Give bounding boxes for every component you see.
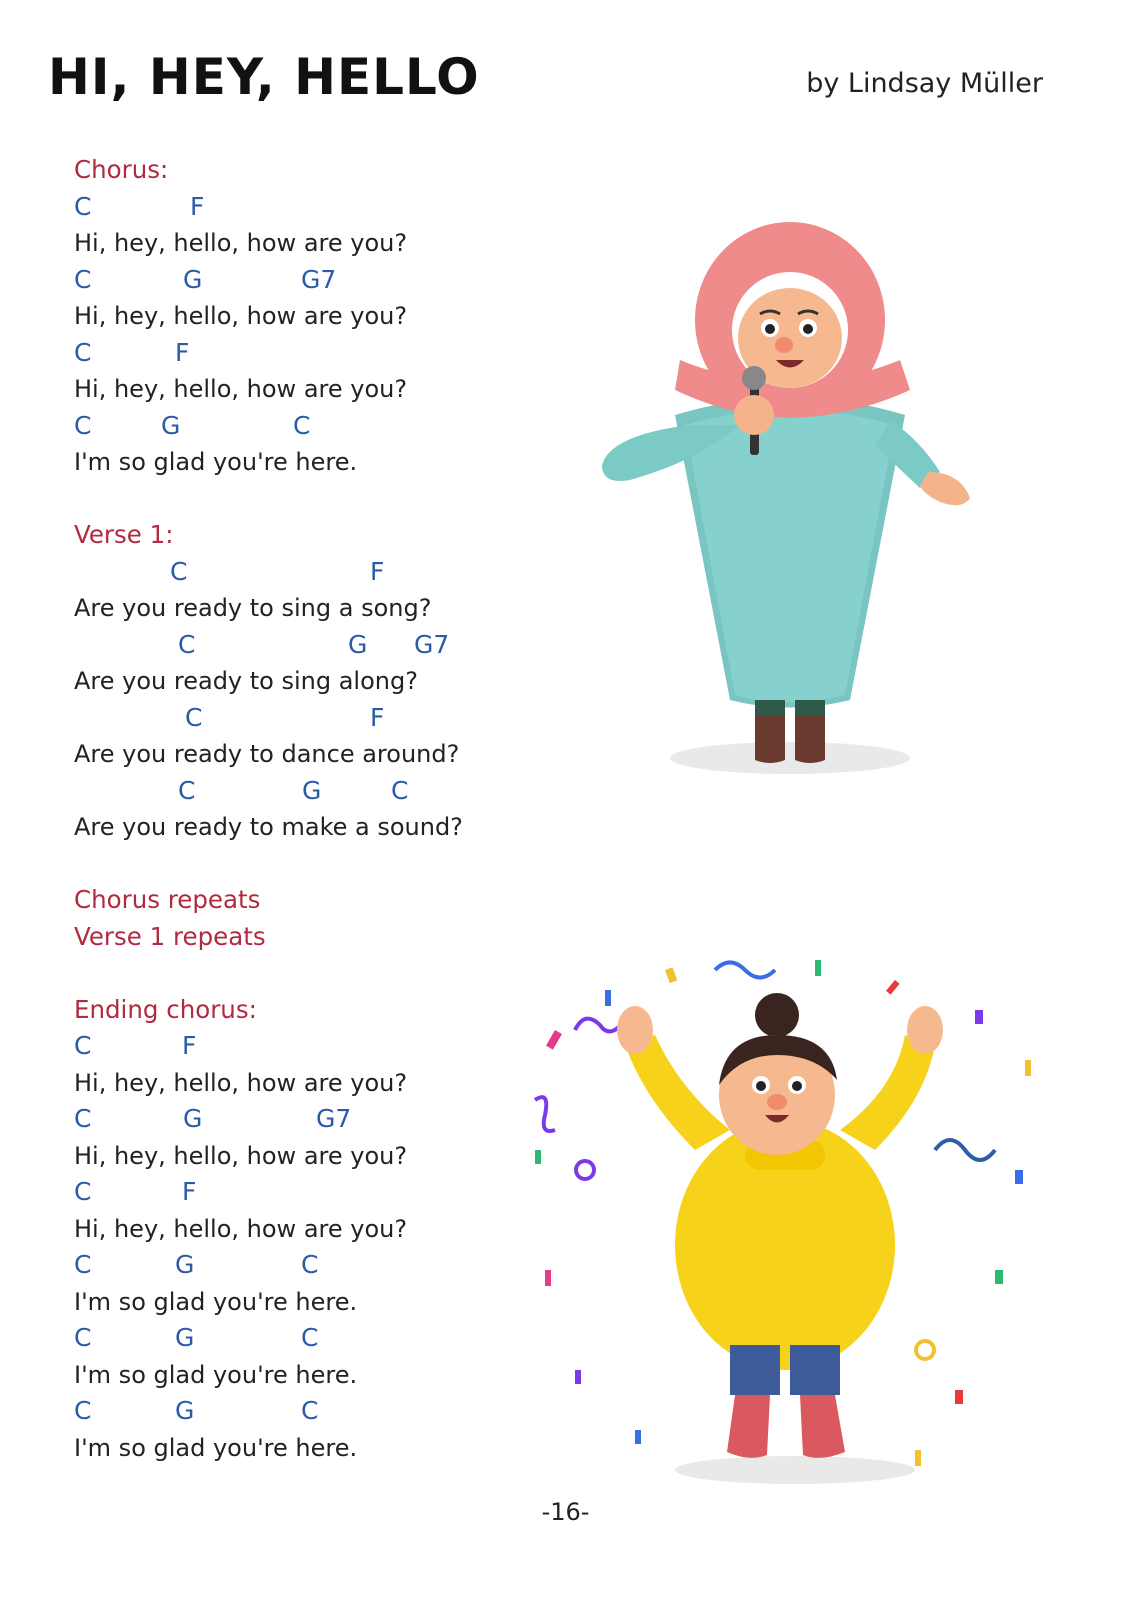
chord-mark: G7 [414, 629, 450, 659]
chord-mark: C [178, 775, 196, 805]
chord-mark: C [74, 410, 92, 440]
page-number: -16- [541, 1498, 590, 1526]
chord-mark: C [74, 1396, 92, 1425]
lyric-line: Are you ready to sing along? [74, 667, 418, 695]
chord-row [74, 773, 514, 810]
chord-mark: C [391, 775, 409, 805]
chord-mark: G7 [301, 264, 337, 294]
section-heading-chorus: Chorus: [74, 155, 169, 184]
section-heading-verse-1-repeats: Verse 1 repeats [74, 921, 266, 951]
chord-mark: C [170, 556, 188, 586]
lyric-line: Hi, hey, hello, how are you? [74, 1068, 408, 1097]
chord-mark: C [74, 1323, 92, 1352]
lyric-line: I'm so glad you're here. [74, 1287, 358, 1316]
chord-mark: C [74, 191, 92, 221]
chord-mark: F [182, 1177, 197, 1206]
chord-mark: C [301, 1250, 319, 1279]
chord-mark: G [175, 1250, 195, 1279]
chord-mark: G [348, 629, 368, 659]
chord-mark: C [301, 1323, 319, 1352]
chord-mark: G [183, 1104, 203, 1133]
chord-row [74, 1101, 514, 1138]
chord-row [74, 1028, 514, 1065]
chord-row [74, 700, 514, 737]
chord-mark: F [190, 191, 205, 221]
song-author: by Lindsay Müller [806, 68, 1043, 99]
section-heading-chorus-repeats: Chorus repeats [74, 885, 261, 914]
chord-row [74, 1393, 514, 1430]
chord-row [74, 627, 514, 664]
celebrating-character-illustration [515, 950, 1055, 1490]
chord-row [74, 1247, 514, 1284]
chord-mark: C [301, 1396, 319, 1425]
chord-row [74, 189, 514, 226]
chord-mark: C [185, 702, 203, 732]
chord-row [74, 554, 514, 591]
lyric-line: Hi, hey, hello, how are you? [74, 1141, 408, 1170]
section-heading-verse-1: Verse 1: [74, 520, 174, 549]
chord-mark: C [74, 1250, 92, 1279]
chord-mark: G7 [316, 1104, 352, 1133]
chord-mark: C [293, 410, 311, 440]
chord-mark: C [74, 337, 92, 367]
chord-row [74, 1174, 514, 1211]
chord-mark: C [74, 1177, 92, 1206]
chord-mark: F [370, 702, 385, 732]
chord-mark: F [182, 1031, 197, 1060]
chord-row [74, 1320, 514, 1357]
chord-mark: C [74, 264, 92, 294]
chord-mark: G [161, 410, 181, 440]
lyric-line: I'm so glad you're here. [74, 1433, 358, 1462]
chord-mark: F [175, 337, 190, 367]
chord-row [74, 408, 514, 445]
lyric-line: Hi, hey, hello, how are you? [74, 302, 408, 330]
lyric-line: Are you ready to dance around? [74, 740, 460, 768]
chord-mark: C [178, 629, 196, 659]
chord-mark: C [74, 1031, 92, 1060]
singing-character-illustration [590, 210, 990, 790]
song-title: HI, HEY, HELLO [48, 48, 480, 106]
chord-row [74, 262, 514, 299]
section-heading-ending-chorus: Ending chorus: [74, 994, 257, 1024]
chord-mark: C [74, 1104, 92, 1133]
lyric-line: Hi, hey, hello, how are you? [74, 375, 408, 403]
chord-mark: G [175, 1396, 195, 1425]
lyric-line: Are you ready to sing a song? [74, 594, 432, 622]
chord-mark: G [183, 264, 203, 294]
lyric-line: Hi, hey, hello, how are you? [74, 1214, 408, 1243]
lyric-line: Hi, hey, hello, how are you? [74, 229, 408, 257]
lyric-line: Are you ready to make a sound? [74, 813, 463, 841]
chord-mark: G [302, 775, 322, 805]
chord-row [74, 335, 514, 372]
chord-mark: F [370, 556, 385, 586]
lyric-line: I'm so glad you're here. [74, 448, 358, 476]
lyric-line: I'm so glad you're here. [74, 1360, 358, 1389]
chord-mark: G [175, 1323, 195, 1352]
lyrics-sheet [74, 152, 514, 1466]
